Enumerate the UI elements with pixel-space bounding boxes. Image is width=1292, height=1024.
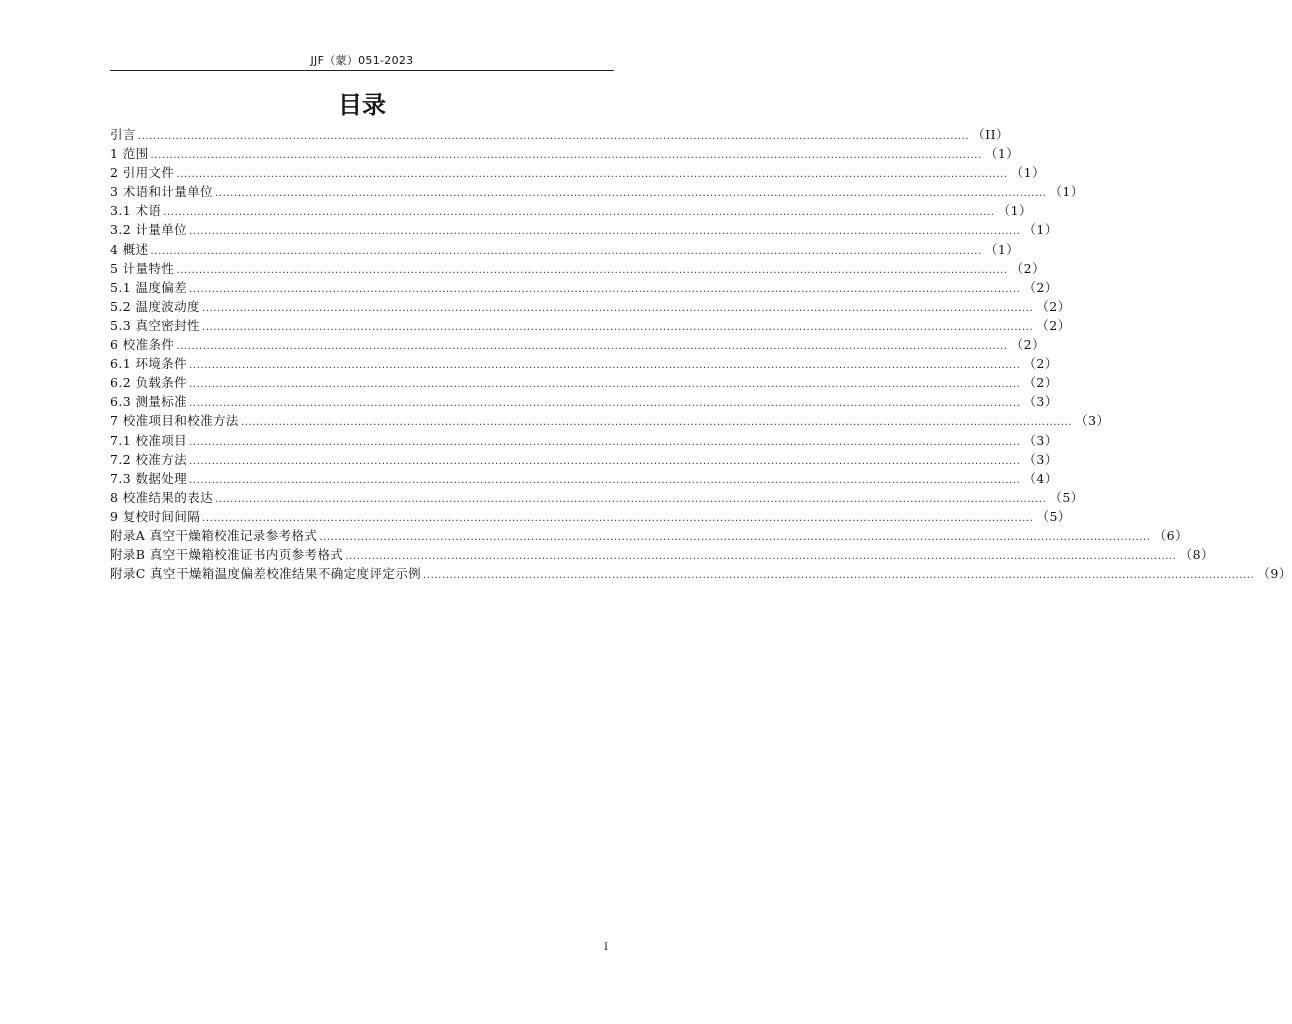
toc-entry-page: （2） (1036, 317, 1071, 333)
toc-entry-title: 6 校准条件 (110, 337, 175, 353)
toc-entry-title: 7.2 校准方法 (110, 451, 188, 467)
toc-entry[interactable] (110, 507, 1071, 526)
toc-leader-dots: ............................................................................................................................................................................................................................ (240, 417, 1073, 429)
toc-leader-dots: ............................................................................................................................................................................................................................ (201, 321, 1034, 333)
toc-leader-dots: ............................................................................................................................................................................................................................ (176, 264, 1008, 276)
toc-entry-page: （2） (1036, 298, 1071, 314)
toc-leader-dots: ............................................................................................................................................................................................................................ (189, 398, 1021, 410)
toc-entry-page: （II） (972, 127, 1010, 142)
toc-entry-page: （2） (1010, 260, 1046, 276)
toc-entry-page: （1） (1023, 222, 1058, 238)
toc-leader-dots: ............................................................................................................................................................................................................................ (201, 302, 1034, 314)
toc-entry[interactable] (110, 163, 1046, 182)
toc-entry-page: （2） (1023, 279, 1058, 295)
toc-leader-dots: ............................................................................................................................................................................................................................ (319, 531, 1151, 543)
toc-entry[interactable] (110, 220, 1058, 239)
toc-leader-dots: ............................................................................................................................................................................................................................ (189, 455, 1021, 467)
toc-leader-dots: ............................................................................................................................................................................................................................ (189, 474, 1021, 486)
toc-entry-title: 3.1 术语 (110, 203, 162, 219)
toc-entry-title: 7.1 校准项目 (110, 432, 188, 448)
toc-entry-title: 7 校准项目和校准方法 (110, 413, 239, 429)
toc-entry-title: 附录A 真空干燥箱校准记录参考格式 (110, 527, 318, 543)
toc-entry[interactable] (110, 335, 1046, 354)
toc-entry-page: （1） (984, 146, 1020, 162)
toc-entry-title: 6.3 测量标准 (110, 394, 188, 410)
toc-leader-dots: ............................................................................................................................................................................................................................ (150, 245, 982, 257)
toc-entry-title: 附录C 真空干燥箱温度偏差校准结果不确定度评定示例 (110, 566, 422, 582)
toc-entry-page: （3） (1075, 413, 1110, 429)
toc-entry[interactable] (110, 488, 1084, 507)
toc-entry-title: 5.3 真空密封性 (110, 317, 200, 333)
toc-entry[interactable] (110, 316, 1071, 335)
toc-entry[interactable] (110, 450, 1058, 469)
toc-leader-dots: ............................................................................................................................................................................................................................ (215, 188, 1047, 200)
toc-entry-page: （3） (1023, 451, 1058, 467)
footer-page-number: I (604, 942, 608, 953)
toc-entry-page: （9） (1257, 566, 1292, 582)
toc-entry[interactable] (110, 392, 1058, 411)
toc-leader-dots: ............................................................................................................................................................................................................................ (176, 169, 1008, 181)
toc-leader-dots: ............................................................................................................................................................................................................................ (189, 360, 1021, 372)
header-divider (110, 70, 614, 71)
toc-leader-dots: ............................................................................................................................................................................................................................ (189, 283, 1021, 295)
toc-entry[interactable] (110, 469, 1058, 488)
toc-entry-title: 6.2 负载条件 (110, 375, 188, 391)
toc-leader-dots: ............................................................................................................................................................................................................................ (345, 551, 1177, 563)
toc-entry-page: （1） (1049, 184, 1084, 200)
toc-entry-title: 5.2 温度波动度 (110, 298, 200, 314)
toc-entry[interactable] (110, 373, 1058, 392)
toc-entry-page: （4） (1023, 470, 1058, 486)
page-title: 目录 (338, 91, 386, 119)
toc-entry-page: （2） (1023, 356, 1058, 372)
toc-entry[interactable] (110, 240, 1020, 259)
toc-entry-title: 5 计量特性 (110, 260, 175, 276)
toc-entry-title: 1 范围 (110, 146, 149, 162)
toc-leader-dots: ............................................................................................................................................................................................................................ (215, 493, 1047, 505)
toc-entry[interactable] (110, 259, 1046, 278)
toc-entry-title: 3.2 计量单位 (110, 222, 188, 238)
toc-entry[interactable] (110, 564, 1292, 583)
toc-entry-title: 附录B 真空干燥箱校准证书内页参考格式 (110, 547, 344, 563)
document-header-code: JJF（蒙）051-2023 (310, 54, 414, 67)
toc-leader-dots: ............................................................................................................................................................................................................................ (189, 436, 1021, 448)
table-of-contents (110, 125, 1292, 583)
toc-entry[interactable] (110, 182, 1084, 201)
toc-entry[interactable] (110, 354, 1058, 373)
toc-entry-page: （1） (997, 203, 1033, 219)
toc-entry-title: 8 校准结果的表达 (110, 489, 214, 505)
toc-entry-page: （3） (1023, 394, 1058, 410)
toc-entry-title: 7.3 数据处理 (110, 470, 188, 486)
toc-entry[interactable] (110, 431, 1058, 450)
toc-leader-dots: ............................................................................................................................................................................................................................ (423, 570, 1255, 582)
toc-entry[interactable] (110, 297, 1071, 316)
toc-entry-page: （2） (1023, 375, 1058, 391)
toc-entry[interactable] (110, 545, 1215, 564)
toc-entry-title: 9 复校时间间隔 (110, 508, 201, 524)
toc-entry-page: （2） (1010, 337, 1046, 353)
toc-entry-title: 2 引用文件 (110, 165, 175, 181)
toc-leader-dots: ............................................................................................................................................................................................................................ (189, 379, 1021, 391)
toc-entry[interactable] (110, 278, 1058, 297)
toc-entry-title: 4 概述 (110, 241, 149, 257)
toc-entry-title: 3 术语和计量单位 (110, 184, 214, 200)
toc-leader-dots: ............................................................................................................................................................................................................................ (202, 512, 1034, 524)
toc-entry-title: 5.1 温度偏差 (110, 279, 188, 295)
toc-entry-page: （1） (984, 241, 1020, 257)
toc-entry[interactable] (110, 125, 1010, 144)
toc-entry[interactable] (110, 526, 1189, 545)
toc-entry[interactable] (110, 411, 1110, 430)
toc-leader-dots: ............................................................................................................................................................................................................................ (163, 207, 995, 219)
toc-entry[interactable] (110, 201, 1033, 220)
toc-leader-dots: ............................................................................................................................................................................................................................ (150, 150, 982, 162)
toc-entry-page: （3） (1023, 432, 1058, 448)
toc-entry-page: （8） (1179, 547, 1215, 563)
toc-leader-dots: ............................................................................................................................................................................................................................ (189, 226, 1021, 238)
toc-leader-dots: ............................................................................................................................................................................................................................ (176, 341, 1008, 353)
toc-entry-page: （5） (1049, 489, 1084, 505)
toc-entry-title: 6.1 环境条件 (110, 356, 188, 372)
toc-leader-dots: ............................................................................................................................................................................................................................ (137, 131, 970, 142)
toc-entry-title: 引言 (110, 127, 136, 142)
toc-entry-page: （6） (1153, 527, 1189, 543)
toc-entry-page: （1） (1010, 165, 1046, 181)
toc-entry-page: （5） (1036, 508, 1071, 524)
toc-entry[interactable] (110, 144, 1020, 163)
